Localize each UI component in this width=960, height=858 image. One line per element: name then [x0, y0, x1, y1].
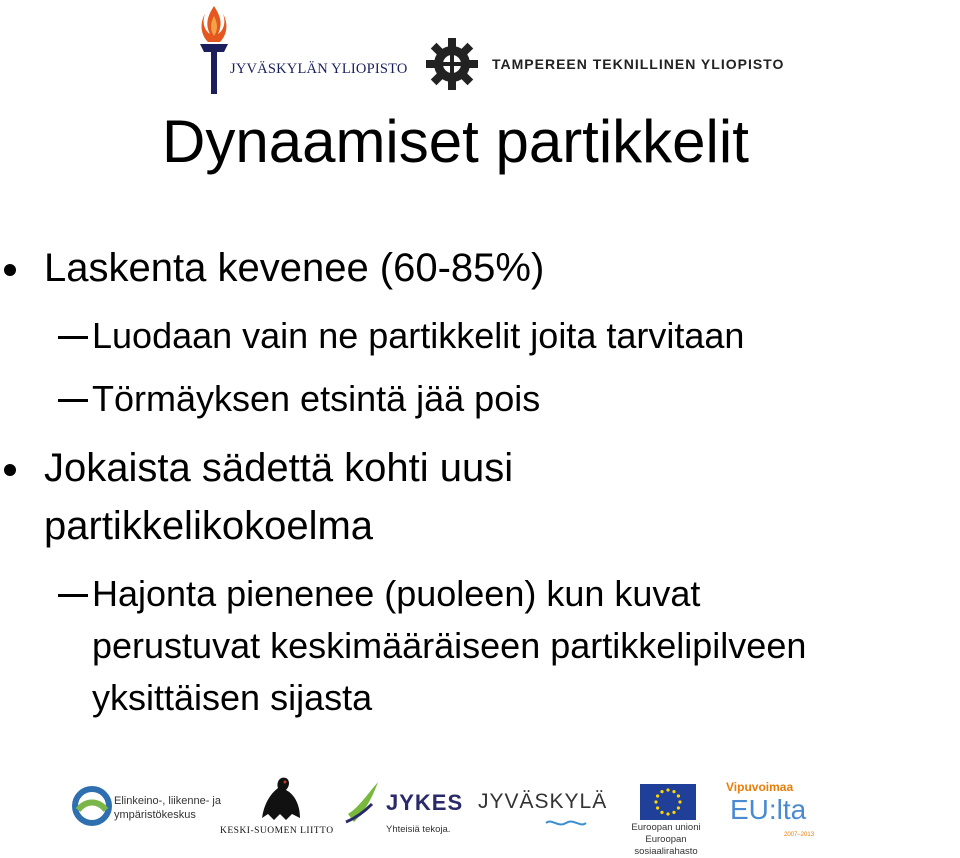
ely-line-1: Elinkeino-, liikenne- ja [114, 795, 221, 807]
grouse-icon [256, 774, 306, 824]
bullet-2-line-2: partikkelikokoelma [44, 504, 374, 548]
sub-1-2-line-1: Törmäyksen etsintä jää pois [92, 378, 541, 419]
sub-2-1-line-2: perustuvat keskimääräiseen partikkelipilveen [92, 625, 807, 666]
dash-icon [58, 399, 88, 402]
wave-icon [546, 818, 586, 828]
vip-years: 2007–2013 [784, 832, 815, 838]
sub-2-1-line-3: yksittäisen sijasta [92, 677, 373, 718]
jyvaskyla-logo [478, 790, 608, 830]
keski-suomen-liitto-logo [220, 774, 340, 840]
sub-1-1-line-1: Luodaan vain ne partikkelit joita tarvitaan [92, 315, 745, 356]
ely-swirl-icon [72, 786, 112, 826]
jykes-slogan: Yhteisiä tekoja. [386, 824, 451, 835]
dash-icon [58, 336, 88, 339]
jykes-name: JYKES [386, 790, 464, 815]
partner-logos [0, 770, 960, 857]
eu-logo [616, 780, 716, 857]
ely-line-2: ympäristökeskus [114, 809, 196, 821]
torch-icon [196, 4, 232, 96]
jyu-name: JYVÄSKYLÄN YLIOPISTO [230, 61, 408, 77]
jyu-logo [196, 4, 411, 96]
eu-flag-icon [640, 784, 696, 820]
dash-icon [58, 594, 88, 597]
jykes-swoosh-icon [344, 778, 384, 828]
jykes-logo [344, 778, 464, 838]
eu-line-2: Euroopan sosiaalirahasto [634, 834, 698, 857]
tty-name: TAMPEREEN TEKNILLINEN YLIOPISTO [492, 56, 785, 72]
jyvaskyla-name: JYVÄSKYLÄ [478, 790, 608, 813]
bullet-dot-icon [4, 264, 16, 276]
sub-2-1-line-1: Hajonta pienenee (puoleen) kun kuvat [92, 573, 701, 614]
ksl-name: KESKI-SUOMEN LIITTO [220, 826, 334, 836]
gear-icon [426, 38, 478, 90]
bullet-dot-icon [4, 464, 16, 476]
bullet-1-line-1: Laskenta kevenee (60-85%) [44, 246, 545, 290]
ely-logo [72, 782, 232, 830]
bullet-2-line-1: Jokaista sädettä kohti uusi [44, 446, 514, 490]
eu-line-1: Euroopan unioni [631, 822, 701, 833]
vip-eu-text: EU:lta [730, 794, 807, 825]
vipuvoimaa-logo [724, 780, 834, 840]
tty-logo [426, 38, 806, 90]
slide-title: Dynaamiset partikkelit [162, 108, 749, 175]
vip-title: Vipuvoimaa [726, 780, 794, 794]
